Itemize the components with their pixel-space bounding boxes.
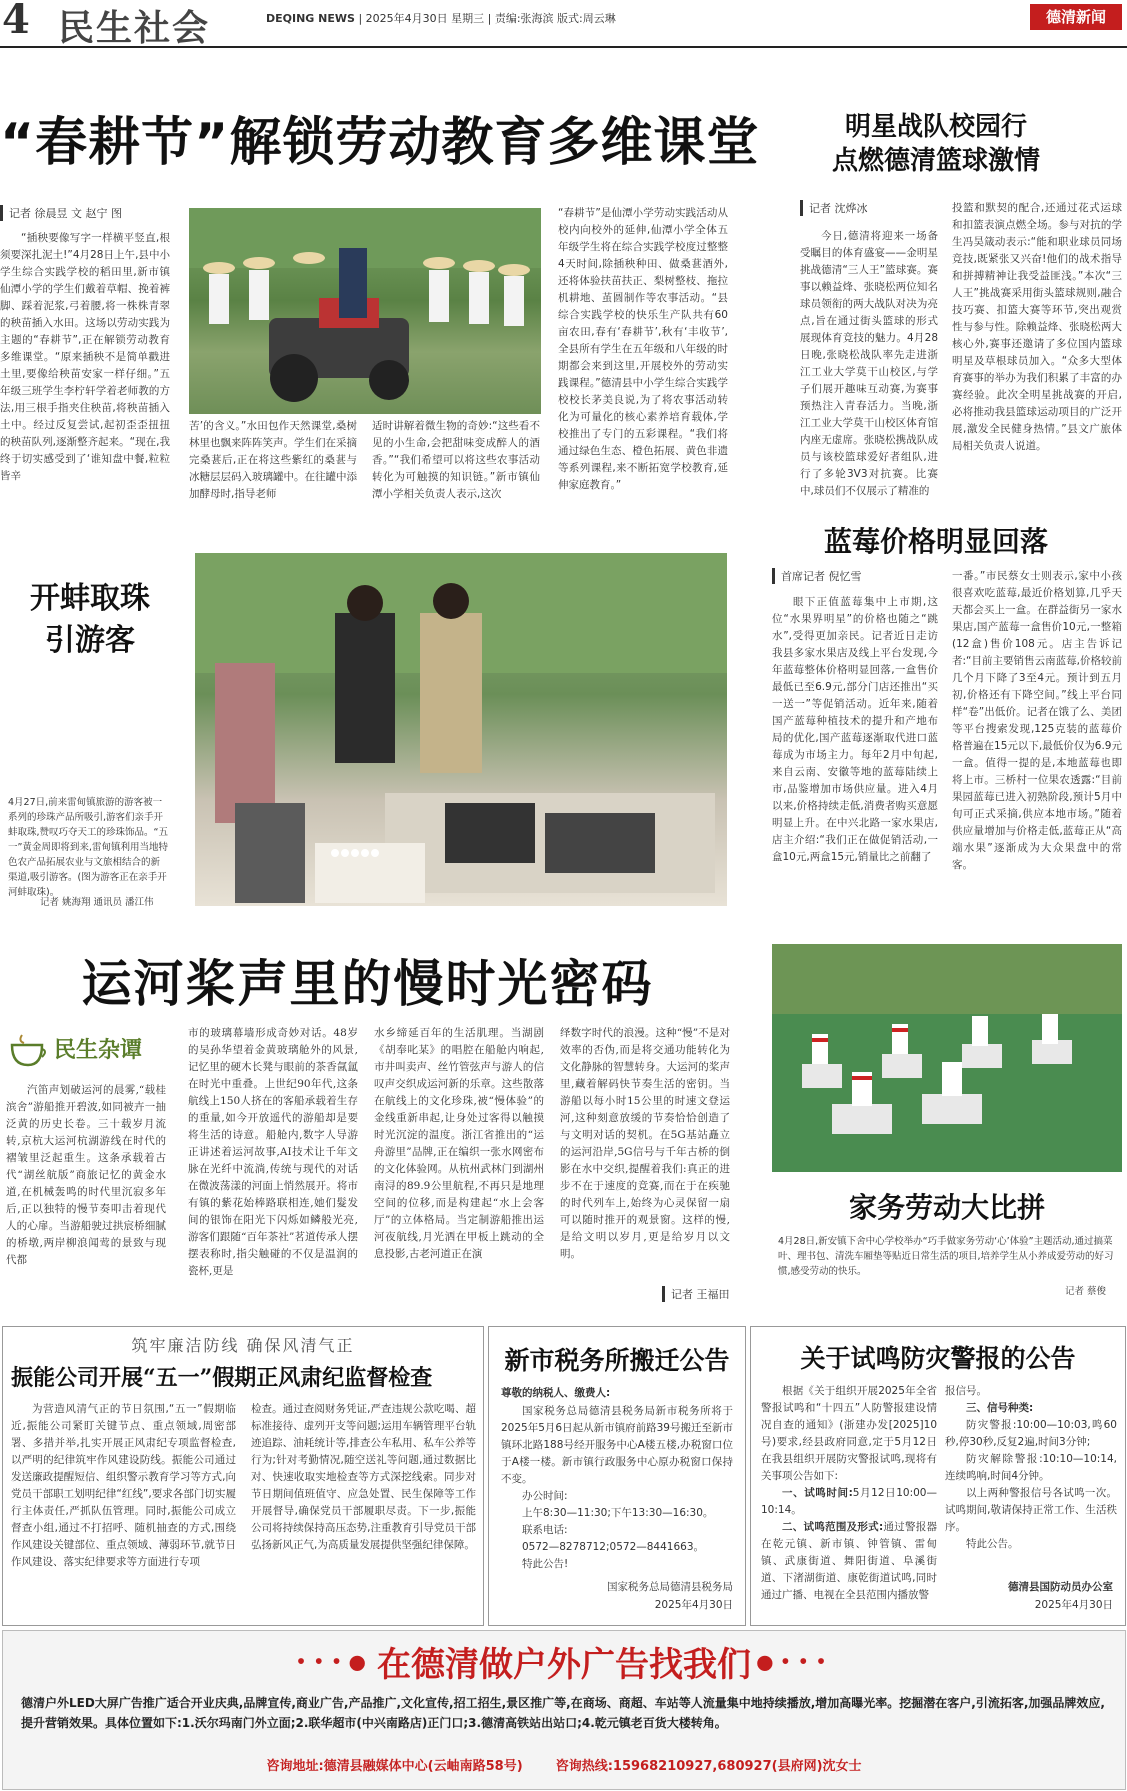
ad-title: 在德清做户外广告找我们	[377, 1645, 751, 1685]
article4-col1: 眼下正值蓝莓集中上市期,这位“水果界明星”的价格也随之“跳水”,受得更加亲民。记者近日走访我县多家水果店及线上平台发现,今年蓝莓整体价格明显回落,一盒售价最低已至6.9元,部分门店还推出“买一送一”等促销活动。近年来,随着国产蓝莓种植技术的提升和产地布局的优化,国产蓝莓逐渐取代进口蓝莓成为市场主力。每年2月中旬起,来自云南、安徽等地的蓝莓陆续上市,品鉴增加市场供应量。进入4月以来,价格持续走低,消费者购买意愿明显上升。在中兴北路一家水果店,店主介绍:“我们正在做促销活动,一盒10元,两盒15元,销量比之前翻了	[772, 596, 938, 863]
article3-caption: 4月27日,前来雷甸镇旅游的游客被一系列的珍珠产品所吸引,游客们亲手开蚌取珠,赞叹巧夺天工的珍珠饰品。“五一”黄金周即将到来,雷甸镇利用当地特色农产品拓展农业与文旅相结合的新渠道,吸引游客。(图为游客正在亲手开河蚌取珠)。	[8, 797, 168, 898]
paper-logo: 德清新闻	[1030, 4, 1122, 30]
notice3-closing: 特此公告。	[966, 1538, 1019, 1550]
notice2-body: 国家税务总局德清县税务局新市税务所将于2025年5月6日起从新市镇府前路39号搬迁至新市镇环北路188号经开服务中心A楼五楼,办税窗口位于A楼一楼。新市镇行政服务中心原办税窗口保持不变。 办公时间: 上午8:30—11:30;下午13:30—16:30。 联系电话: 0572—8278712;0572—8441663。 特此公告!	[501, 1403, 733, 1573]
spring-farming-photo	[189, 208, 541, 414]
article5-col1: 汽笛声划破运河的晨雾,“载桂滨舍”游船推开碧波,如同被卉一抽泛黄的历史长卷。三十载岁月流转,京杭大运河杭湖游线在时代的褶皱里泛起重生。这条承载着古代“湖丝航版”商旅记忆的黄金水道,在机械轰鸣的时代里沉寂多年后,正以独特的慢节奏叩击着现代人的心扉。当游船驶过拱宸桥细腻的桥墩,两岸柳浪闻莺的景致与现代都	[6, 1084, 166, 1266]
housework-contest-photo	[772, 944, 1122, 1172]
notice2-greeting: 尊敬的纳税人、缴费人:	[501, 1387, 611, 1399]
article5-byline: 记者 王福田	[662, 1286, 730, 1302]
article6-title: 家务劳动大比拼	[848, 1191, 1045, 1224]
column-logo-text: 民生杂谭	[54, 1037, 143, 1063]
article6-caption: 4月28日,新安镇下舍中心学校举办“巧手做家务劳动‘心’体验”主题活动,通过搞菜叶、理书包、清洗车厢垫等贴近日常生活的项目,培养学生从小养成爱劳动的好习惯,感受劳动的快乐。	[778, 1236, 1114, 1277]
article2-title	[745, 110, 1127, 178]
notice2-closing: 特此公告!	[522, 1558, 569, 1570]
article4-byline: 首席记者 倪忆雪	[772, 568, 862, 584]
notice1-col1: 为营造风清气正的节日氛围,“五一”假期临近,振能公司紧盯关键节点、重点领域,周密部署、多措并举,扎实开展正风肃纪专项监督检查,以严明的纪律筑牢作风建设防线。振能公司通过发送廉政提醒短信、组织警示教育学习等方式,向党员干部职工划明纪律“红线”,要求各部门切实履行主体责任,严抓队伍管理。同时,振能公司成立督查小组,通过不打招呼、随机抽查的方式,围绕作风建设关键部位、重点领域、薄弱环节,就节日作风建设、落实纪律要求等方面进行专项	[11, 1403, 236, 1568]
notice3-signer: 德清县国防动员办公室	[1008, 1581, 1113, 1593]
housework-photo-scene	[772, 944, 1122, 1172]
notice3-sec3-title: 三、信号种类:	[966, 1402, 1034, 1414]
notice3-title: 关于试鸣防灾警报的公告	[800, 1344, 1076, 1373]
article3-title-line1: 开蚌取珠	[30, 581, 150, 616]
notice3-sec1: 5月12日10:00—10:14。	[761, 1487, 937, 1516]
farming-photo-scene	[189, 208, 541, 414]
notice2-title: 新市税务所搬迁公告	[504, 1346, 730, 1375]
notice2-tel: 0572—8278712;0572—8441663。	[522, 1541, 705, 1553]
notice2-box	[488, 1326, 746, 1626]
notice3-date: 2025年4月30日	[1034, 1599, 1113, 1611]
ad-dots-right: ●•••	[756, 1649, 833, 1674]
notice3-col1: 根据《关于组织开展2025年全省警报试鸣和“十四五”人防警报建设情况自查的通知》(浙建办发[2025]10号)要求,经县政府同意,定于5月12日在我县组织开展防灾警报试鸣,现将有关事项公告如下: 一、试鸣时间:5月12日10:00—10:14。 二、试鸣范围及形式:通过警报器在乾元镇、新市镇、钟管镇、雷甸镇、武康街道、舞阳街道、阜溪街道、下渚湖街道、康乾街道试鸣,同时通过广播、电视在全县范围内播放警	[761, 1385, 937, 1601]
notice2-signer: 国家税务总局德清县税务局	[607, 1581, 733, 1593]
paper-name-en: DEQING NEWS	[266, 12, 355, 25]
notice3-sec3b: 防灾解除警报:10:10—10:14,连续鸣响,时间4分钟。	[945, 1453, 1117, 1482]
notice3-sec1-title: 一、试鸣时间:	[782, 1487, 853, 1499]
masthead-info: DEQING NEWS | 2025年4月30日 星期三 | 责编:张海滨 版式:周云琳	[266, 12, 616, 25]
article5-col4: 绎数字时代的浪漫。这种“慢”不是对效率的否伪,而是将交通功能转化为文化静脉的智慧转身。大运河的桨声里,藏着解码快节奏生活的密钥。当游船以每小时15公里的时速文登运河,这种刻意放缓的节奏恰恰创造了与文明对话的契机。在5G基站矗立的运河沿岸,5G信号与千年古桥的倒影在水中交织,提醒着我们:真正的进步不在于速度的竞赛,而在于在疾驰的时代列车上,始终为心灵保留一扇可以随时推开的观景窗。这样的慢,是给文明以岁月,更是给岁月以文明。	[560, 1027, 730, 1260]
article4-col2: 一番。”市民蔡女士则表示,家中小孩很喜欢吃蓝莓,最近价格划算,几乎天天都会买上一盒。在群益街另一家水果店,国产蓝莓一盒售价10元,一整箱(12盒)售价108元。店主告诉记者:“目前主要销售云南蓝莓,价格较前几个月下降了3至4元。预计到五月初,价格还有下降空间。”线上平台同样“卷”出低价。记者在饿了么、美团等平台搜索发现,125克装的蓝莓价格普遍在15元以下,最低价仅为6.9元一盒。值得一提的是,本地蓝莓也即将上市。三桥村一位果农透露:“目前果园蓝莓已进入初熟阶段,预计5月中旬可正式采摘,供应本地市场。”随着供应量增加与价格走低,蓝莓正从“高端水果”逐渐成为大众果盘中的常客。	[952, 570, 1122, 871]
article2-title-line2: 点燃德清篮球激情	[831, 146, 1040, 176]
ad-address: 咨询地址:德清县融媒体中心(云岫南路58号)	[266, 1759, 523, 1774]
pearl-market-photo	[195, 553, 727, 906]
issue-date: 2025年4月30日 星期三	[365, 12, 485, 25]
article1-title: “春耕节”解锁劳动教育多维课堂	[0, 113, 760, 173]
notice3-sec3a: 防灾警报:10:00—10:03,鸣60秒,停30秒,反复2遍,时间3分钟;	[945, 1419, 1117, 1448]
masthead	[0, 0, 1127, 48]
article3-title-line2: 引游客	[45, 623, 135, 658]
editors: 责编:张海滨 版式:周云琳	[494, 12, 616, 25]
article1-col1: “插秧要像写字一样横平竖直,根须要深扎泥土!”4月28日上午,县中小学生综合实践学校的稻田里,新市镇仙潭小学的学生们戴着草帽、挽着裤脚、踩着泥浆,弓着腰,将一株株青翠的秧苗插入水田。这场以劳动实践为主题的“春耕节”,正在解锁劳动教育多维课堂。“原来插秧不是简单戳进土里,要像给秧苗安家一样仔细。”五年级三班学生李柠轩学着老师教的方法,用三根手指夹住秧苗,将秧苗插入土中。经过反复尝试,起初歪歪扭扭的秧苗队列,逐渐整齐起来。“现在,我终于切实感受到了‘谁知盘中餐,粒粒皆辛	[0, 232, 170, 482]
column-logo	[8, 1025, 168, 1075]
article2-col1: 今日,德清将迎来一场备受瞩目的体育盛宴——金明星挑战德清“三人王”篮球赛。赛事以赖益烽、张晓松两位知名球员领衔的两大战队对决为亮点,旨在通过街头篮球的形式展现体育竞技的魅力。4月28日晚,张晓松战队率先走进浙江工业大学莫干山校区,与学子们展开趣味互动赛,为赛事预热注入青春活力。当晚,浙江工业大学莫干山校区体育馆内座无虚席。张晓松携战队成员与该校篮球爱好者组队,进行了多轮3V3对抗赛。比赛中,球员们不仅展示了精准的	[800, 230, 938, 497]
article1-col2: 苦’的含义。”水田包作天然课堂,桑树林里也飘来阵阵笑声。学生们在采摘完桑葚后,正在将这些紫红的桑葚与冰糖层层码入玻璃罐中。在往罐中添加酵母时,指导老师	[189, 420, 357, 500]
article2-byline: 记者 沈烨冰	[800, 200, 868, 216]
ad-hotline: 咨询热线:15968210927,680927(县府网)沈女士	[555, 1759, 862, 1774]
page-number: 4	[2, 0, 30, 43]
outdoor-ad-banner	[2, 1630, 1126, 1790]
ad-contact-row	[3, 1755, 1125, 1774]
notice2-hours: 上午8:30—11:30;下午13:30—16:30。	[522, 1507, 714, 1519]
article1-col4: “春耕节”是仙潭小学劳动实践活动从校内向校外的延伸,仙潭小学全体五年级学生将在综合实践学校度过整整4天时间,除插秧种田、做桑葚酒外,还将体验扶苗扶正、梨树整枝、拖拉机耕地、茧圆制作等农事活动。“县综合实践学校的快乐生产队共有60亩农田,春有‘春耕节’,秋有‘丰收节’,全县所有学生在五年级和八年级的时期都会来到这里,开展校外的劳动实践课程。”德清县中小学生综合实践学校校长茅美良说,为了将农事活动转化为可量化的核心素养培育载体,学校推出了专门的五彩课程。“我们将通过绿色生态、橙色拓展、黄色非遗等系列课程,来不断拓宽学校教育,延伸家庭教育。”	[558, 207, 728, 491]
article6-credit: 记者 蔡俊	[1065, 1286, 1107, 1297]
notice3-box	[750, 1326, 1126, 1626]
article5-col3: 水乡缔延百年的生活肌理。当湖剧《胡奉叱某》的唱腔在船舱内响起,市井叫卖声、丝竹管弦声与游人的信叹声交织成运河新的乐章。这些散落在航线上的文化珍珠,被“慢体验”的金线重新串起,让身处过客得以触摸时光沉淀的温度。浙江省推出的“运舟游里”品牌,正在编织一张水网密布的文化体验网。从杭州武林门到湖州南浔的89.9公里航程,不再只是地理空间的位移,而是构建起“水上会客厅”的立体格局。当定制游船推出运河夜航线,月光洒在甲板上跳动的全息投影,古老河道正在演	[374, 1027, 544, 1260]
article4-title: 蓝莓价格明显回落	[823, 525, 1048, 558]
notice1-title: 振能公司开展“五一”假期正风肃纪监督检查	[11, 1365, 433, 1391]
notice2-date: 2025年4月30日	[654, 1599, 733, 1611]
section-name: 民生社会	[58, 8, 211, 49]
teacup-icon	[8, 1031, 48, 1071]
ad-title-row	[3, 1637, 1125, 1686]
ad-dots-left: •••●	[295, 1649, 372, 1674]
article3-title	[0, 578, 180, 662]
article1-col3: 适时讲解着微生物的奇妙:“这些看不见的小生命,会把甜味变成醉人的酒香。”“我们希望可以将这些农事活动转化为可触摸的知识链。”新市镇仙潭小学相关负责人表示,这次	[372, 420, 540, 500]
article2-title-line1: 明星战队校园行	[844, 112, 1027, 142]
notice3-sec2: 通过警报器在乾元镇、新市镇、钟管镇、雷甸镇、武康街道、舞阳街道、阜溪街道、下渚湖街道、康乾街道试鸣,同时通过广播、电视在全县范围内播放警	[761, 1521, 937, 1601]
article5-col2: 市的玻璃幕墙形成奇妙对话。48岁的吴孙华望着金黄玻璃舱外的风景,记忆里的硬木长凳与眼前的茶香氤氲在时光中重叠。上世纪90年代,这条航线上150人挤在的客船承载着生存的重量,如今开放遥代的游船却是要将生活的诗意。船舱内,数字人导游正讲述着运河故事,AI技术让千年文脉在光纤中流淌,传统与现代的对话在微波荡漾的河面上悄然展开。将市有镇的紫花始棒路联相连,她们髮发间的银饰在阳光下闪烁如鳞般光亮,游客们跟随“百年茶社”茗道传承人摆摆表称时,指尖触碰的不仅是温润的瓷杯,更是	[188, 1027, 358, 1277]
notice1-box	[2, 1326, 484, 1626]
article3-credit: 记者 姚海翔 通讯员 潘江伟	[40, 897, 154, 908]
notice1-slogan: 筑牢廉洁防线 确保风清气正	[131, 1336, 355, 1355]
article2-col2: 投篮和默契的配合,还通过花式运球和扣篮表演点燃全场。参与对抗的学生冯昊箴动表示:“能和职业球员同场竞技,既紧张又兴奋!他们的战术指导和拼搏精神让我受益匪浅。”本次“三人王”挑战赛采用街头篮球规则,融合技巧赛、扣篮大赛等环节,突出观赏性与参与性。除赖益烽、张晓松两大核心外,赛事还邀请了多位国内篮球明星及草根球员加入。“众多大型体育赛事的举办为我们积累了丰富的办赛经验。此次全明星挑战赛的开启,必将推动我县篮球运动项目的广泛开展,激发全民健身热情。”县文广旅体局相关负责人说道。	[952, 202, 1122, 452]
article1-byline: 记者 徐晨昱 文 赵宁 图	[0, 205, 122, 221]
notice1-col2: 检查。通过查阅财务凭证,严查违规公款吃喝、超标准接待、虚列开支等问题;运用车辆管理平台轨迹追踪、油耗统计等,排查公车私用、私车公养等行为;针对考勤情况,随空送礼等问题,通过数据比对、快速收取实地检查等方式深挖线索。同步对节日期间值班值守、应急处置、民生保障等工作开展督导,确保党员干部履职尽责。下一步,振能公司将持续保持高压态势,注重教育引导党员干部弘扬新风正气,为高质量发展提供坚强纪律保障。	[251, 1403, 476, 1551]
ad-body: 德清户外LED大屏广告推广适合开业庆典,品牌宣传,商业广告,产品推广,文化宣传,招工招生,景区推广等,在商场、商超、车站等人流量集中地持续播放,增加高曝光率。挖掘潜在客户,引流拓客,加强品牌效应,提升营销效果。具体位置如下:1.沃尔玛南门外立面;2.联华超市(中兴南路店)正门口;3.德清高铁站出站口;4.乾元镇老百货大楼转角。	[21, 1696, 1105, 1730]
article5-title: 运河桨声里的慢时光密码	[81, 955, 654, 1013]
notice2-hours-label: 办公时间:	[522, 1490, 568, 1502]
notice3-col2: 报信号。 三、信号种类: 防灾警报:10:00—10:03,鸣60秒,停30秒,反复2遍,时间3分钟; 防灾解除警报:10:10—10:14,连续鸣响,时间4分钟。 以上两种警报信号各试鸣一次。试鸣期间,敬请保持正常工作、生活秩序。 特此公告。	[945, 1383, 1117, 1583]
notice2-tel-label: 联系电话:	[522, 1524, 568, 1536]
pearl-photo-scene	[195, 553, 727, 906]
notice3-tail: 以上两种警报信号各试鸣一次。试鸣期间,敬请保持正常工作、生活秩序。	[945, 1487, 1117, 1533]
notice3-sec2-title: 二、试鸣范围及形式:	[782, 1521, 884, 1533]
